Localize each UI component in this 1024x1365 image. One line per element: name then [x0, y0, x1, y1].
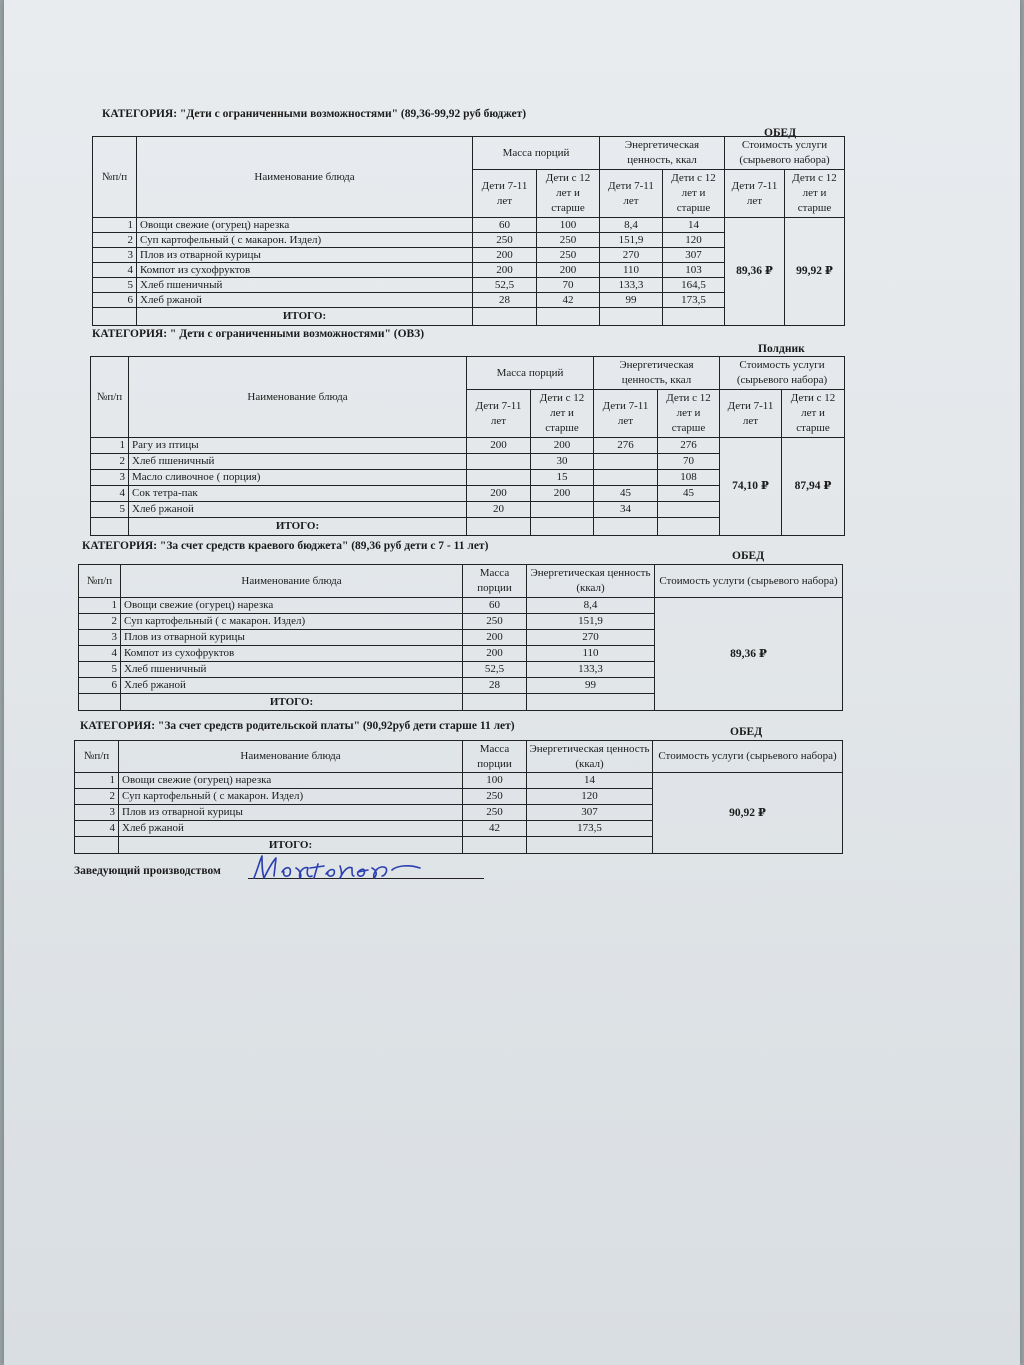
section-2 — [90, 328, 846, 538]
table-row: 4 Компот из сухофруктов 200 110 — [79, 646, 843, 662]
price: 90,92 ₽ — [653, 773, 843, 854]
col-num: №п/п — [93, 137, 137, 218]
col-energy: Энергетическая ценность, ккал — [600, 137, 725, 170]
total-row: ИТОГО: — [79, 694, 843, 711]
handwritten-signature — [248, 850, 438, 884]
price-7-11: 74,10 ₽ — [720, 438, 782, 536]
meal-label-4: ОБЕД — [730, 726, 763, 738]
table-row: 1 Рагу из птицы 200 200 276 276 74,10 ₽ 87,94 ₽ — [91, 438, 845, 454]
table-row: 2 Суп картофельный ( с макарон. Издел) 250 120 — [75, 789, 843, 805]
col-cost: Стоимость услуги (сырьевого набора) — [725, 137, 845, 170]
menu-table-2: №п/п Наименование блюда Масса порций Энергетическая ценность, ккал Стоимость услуги (сырьевого набора) Дети 7-11 лет Дети с 12 лет и старше Дети 7-11 лет Дети с 12 лет и старше Дети 7-11 лет Дети с 12 лет и старше 1 Рагу из птицы 200 200 276 276 74,10 ₽ 87,94 ₽ 2 Хлеб пшеничный 30 70 3 Масло сливочное ( порция) 15 108 4 Сок тетра-пак 200 200 45 45 5 Хлеб ржаной 20 34 ИТОГО: — [90, 356, 845, 536]
table-row: 5 Хлеб ржаной 20 34 — [91, 502, 845, 518]
table-row: 4 Сок тетра-пак 200 200 45 45 — [91, 486, 845, 502]
col-age-7-11: Дети 7-11 лет — [473, 170, 537, 218]
table-row: 3 Плов из отварной курицы 250 307 — [75, 805, 843, 821]
price: 89,36 ₽ — [655, 598, 843, 711]
section-4 — [74, 716, 844, 856]
category-title-1: КАТЕГОРИЯ: "Дети с ограниченными возможностями" (89,36-99,92 руб бюджет) — [102, 108, 527, 120]
table-row: 2 Хлеб пшеничный 30 70 — [91, 454, 845, 470]
col-age-12: Дети с 12 лет и старше — [785, 170, 845, 218]
table-row: 1 Овощи свежие (огурец) нарезка 60 100 8,4 14 89,36 ₽ 99,92 ₽ — [93, 218, 845, 233]
price-12: 87,94 ₽ — [782, 438, 845, 536]
col-age-7-11: Дети 7-11 лет — [600, 170, 663, 218]
table-row: 4 Хлеб ржаной 42 173,5 — [75, 821, 843, 837]
menu-table-4: №п/п Наименование блюда Масса порции Энергетическая ценность (ккал) Стоимость услуги (сырьевого набора) 1 Овощи свежие (огурец) нарезка 100 14 90,92 ₽ 2 Суп картофельный ( с макарон. Издел) 250 120 3 Плов из отварной курицы 250 307 4 Хлеб ржаной 42 173,5 ИТОГО: — [74, 740, 843, 854]
table-row: 6 Хлеб ржаной 28 99 — [79, 678, 843, 694]
category-title-3: КАТЕГОРИЯ: "За счет средств краевого бюджета" (89,36 руб дети с 7 - 11 лет) — [82, 540, 489, 552]
menu-table-1 — [92, 136, 845, 326]
total-row: ИТОГО: — [93, 308, 845, 326]
meal-label-1: ОБЕД — [764, 127, 797, 139]
col-age-12: Дети с 12 лет и старше — [537, 170, 600, 218]
price-12: 99,92 ₽ — [785, 218, 845, 326]
menu-table-3: №п/п Наименование блюда Масса порции Энергетическая ценность (ккал) Стоимость услуги (сырьевого набора) 1 Овощи свежие (огурец) нарезка 60 8,4 89,36 ₽ 2 Суп картофельный ( с макарон. Издел) 250 151,9 3 Плов из отварной курицы 200 270 4 Компот из сухофруктов 200 110 5 Хлеб пшеничный 52,5 133,3 6 Хлеб ржаной 28 99 ИТОГО: — [78, 564, 843, 711]
section-3 — [78, 538, 844, 713]
category-title-2: КАТЕГОРИЯ: " Дети с ограниченными возможностями" (ОВЗ) — [92, 328, 425, 340]
table-row: 3 Плов из отварной курицы 200 250 270 307 — [93, 248, 845, 263]
section-1 — [92, 108, 846, 328]
col-age-7-11: Дети 7-11 лет — [725, 170, 785, 218]
table-row: 3 Плов из отварной курицы 200 270 — [79, 630, 843, 646]
table-row: 2 Суп картофельный ( с макарон. Издел) 250 250 151,9 120 — [93, 233, 845, 248]
signature-label: Заведующий производством — [74, 865, 221, 877]
table-row: 5 Хлеб пшеничный 52,5 133,3 — [79, 662, 843, 678]
table-row: 2 Суп картофельный ( с макарон. Издел) 250 151,9 — [79, 614, 843, 630]
meal-label-3: ОБЕД — [732, 550, 765, 562]
meal-label-2: Полдник — [758, 343, 805, 355]
table-row: 5 Хлеб пшеничный 52,5 70 133,3 164,5 — [93, 278, 845, 293]
table-row: 4 Компот из сухофруктов 200 200 110 103 — [93, 263, 845, 278]
price-7-11: 89,36 ₽ — [725, 218, 785, 326]
col-mass: Масса порций — [473, 137, 600, 170]
col-age-12: Дети с 12 лет и старше — [663, 170, 725, 218]
category-title-4: КАТЕГОРИЯ: "За счет средств родительской платы" (90,92руб дети старше 11 лет) — [80, 720, 515, 732]
document-page — [4, 0, 1020, 1365]
total-row: ИТОГО: — [91, 518, 845, 536]
col-name: Наименование блюда — [137, 137, 473, 218]
table-row: 1 Овощи свежие (огурец) нарезка 60 8,4 89,36 ₽ — [79, 598, 843, 614]
table-row: 1 Овощи свежие (огурец) нарезка 100 14 90,92 ₽ — [75, 773, 843, 789]
table-row: 3 Масло сливочное ( порция) 15 108 — [91, 470, 845, 486]
total-row: ИТОГО: — [75, 837, 843, 854]
table-row: 6 Хлеб ржаной 28 42 99 173,5 — [93, 293, 845, 308]
